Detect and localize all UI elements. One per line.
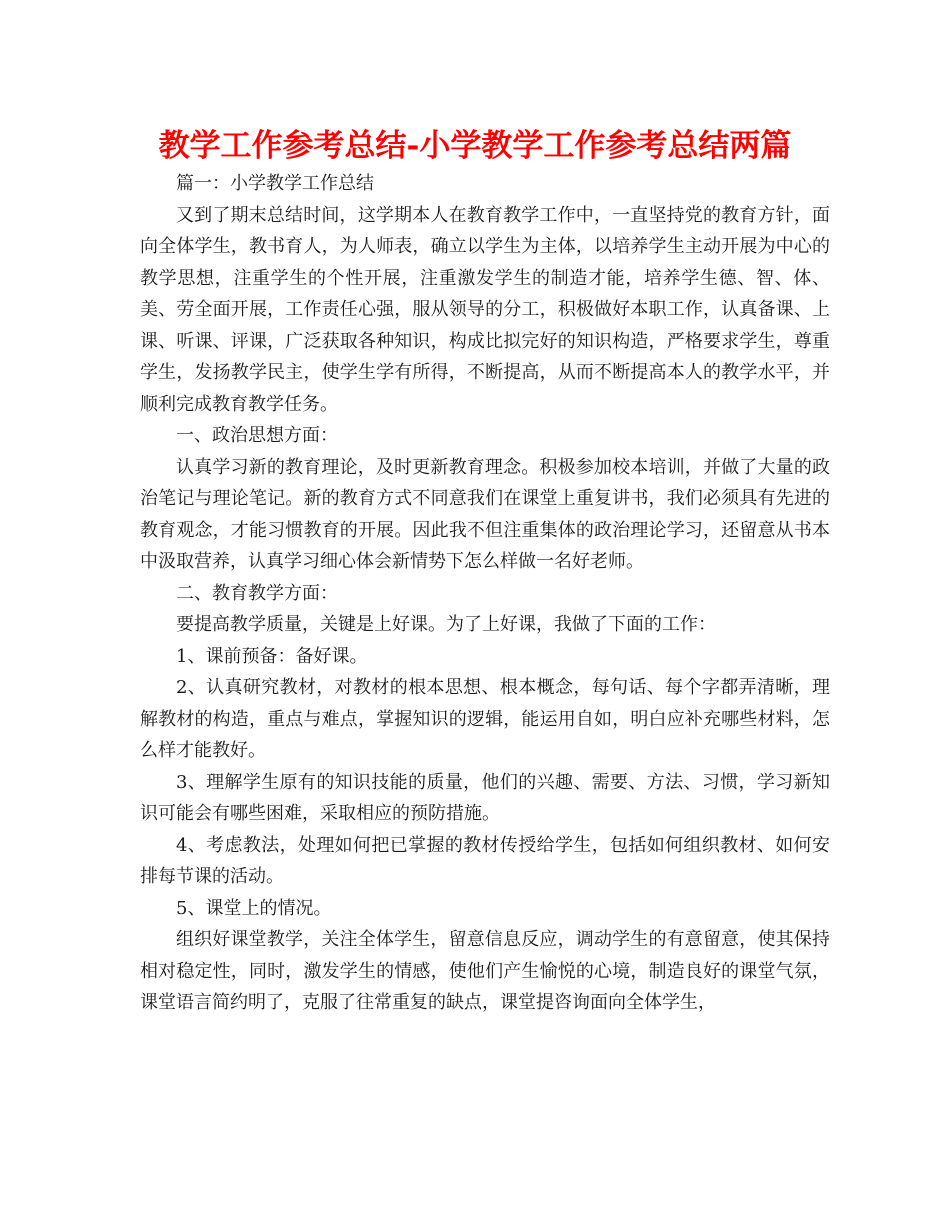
paragraph: 1、课前预备：备好课。 <box>176 645 368 667</box>
paragraph: 又到了期末总结时间，这学期本人在教育教学工作中，一直坚持党的教育方针，面向全体学生，教书育人，为人师表，确立以学生为主体，以培养学生主动开展为中心的教学思想，注重学生的个性开展，注重激发学生的制造才能，培养学生德、智、体、美、劳全面开展，工作责任心强，服从领导的分工，积极做好本职工作，认真备课、上课、听课、评课，广泛获取各种知识，构成比拟完好的知识构造，严格要求学生，尊重学生，发扬教学民主，使学生学有所得，不断提高，从而不断提高本人的教学水平，并顺利完成教育教学任务。 <box>140 204 830 415</box>
paragraph: 2、认真研究教材，对教材的根本思想、根本概念，每句话、每个字都弄清晰，理解教材的构造，重点与难点，掌握知识的逻辑，能运用自如，明白应补充哪些材料，怎么样才能教好。 <box>140 677 830 761</box>
paragraph: 认真学习新的教育理论，及时更新教育理念。积极参加校本培训，并做了大量的政治笔记与理论笔记。新的教育方式不同意我们在课堂上重复讲书，我们必须具有先进的教育观念，才能习惯教育的开展。因此我不但注重集体的政治理论学习，还留意从书本中汲取营养，认真学习细心体会新情势下怎么样做一名好老师。 <box>140 456 830 572</box>
paragraph: 4、考虑教法，处理如何把已掌握的教材传授给学生，包括如何组织教材、如何安排每节课的活动。 <box>140 834 830 887</box>
paragraph: 篇一：小学教学工作总结 <box>176 173 374 194</box>
paragraph: 一、政治思想方面： <box>176 425 338 446</box>
document-body <box>140 168 830 1019</box>
paragraph: 组织好课堂教学，关注全体学生，留意信息反应，调动学生的有意留意，使其保持相对稳定性，同时，激发学生的情感，使他们产生愉悦的心境，制造良好的课堂气氛，课堂语言简约明了，克服了往常重复的缺点，课堂提咨询面向全体学生， <box>140 929 830 1013</box>
paragraph: 5、课堂上的情况。 <box>176 897 332 919</box>
paragraph: 3、理解学生原有的知识技能的质量，他们的兴趣、需要、方法、习惯，学习新知识可能会有哪些困难，采取相应的预防措施。 <box>140 771 830 824</box>
document-title: 教学工作参考总结-小学教学工作参考总结两篇 <box>158 128 792 164</box>
paragraph: 要提高教学质量，关键是上好课。为了上好课，我做了下面的工作： <box>176 614 716 635</box>
paragraph: 二、教育教学方面： <box>176 582 338 604</box>
